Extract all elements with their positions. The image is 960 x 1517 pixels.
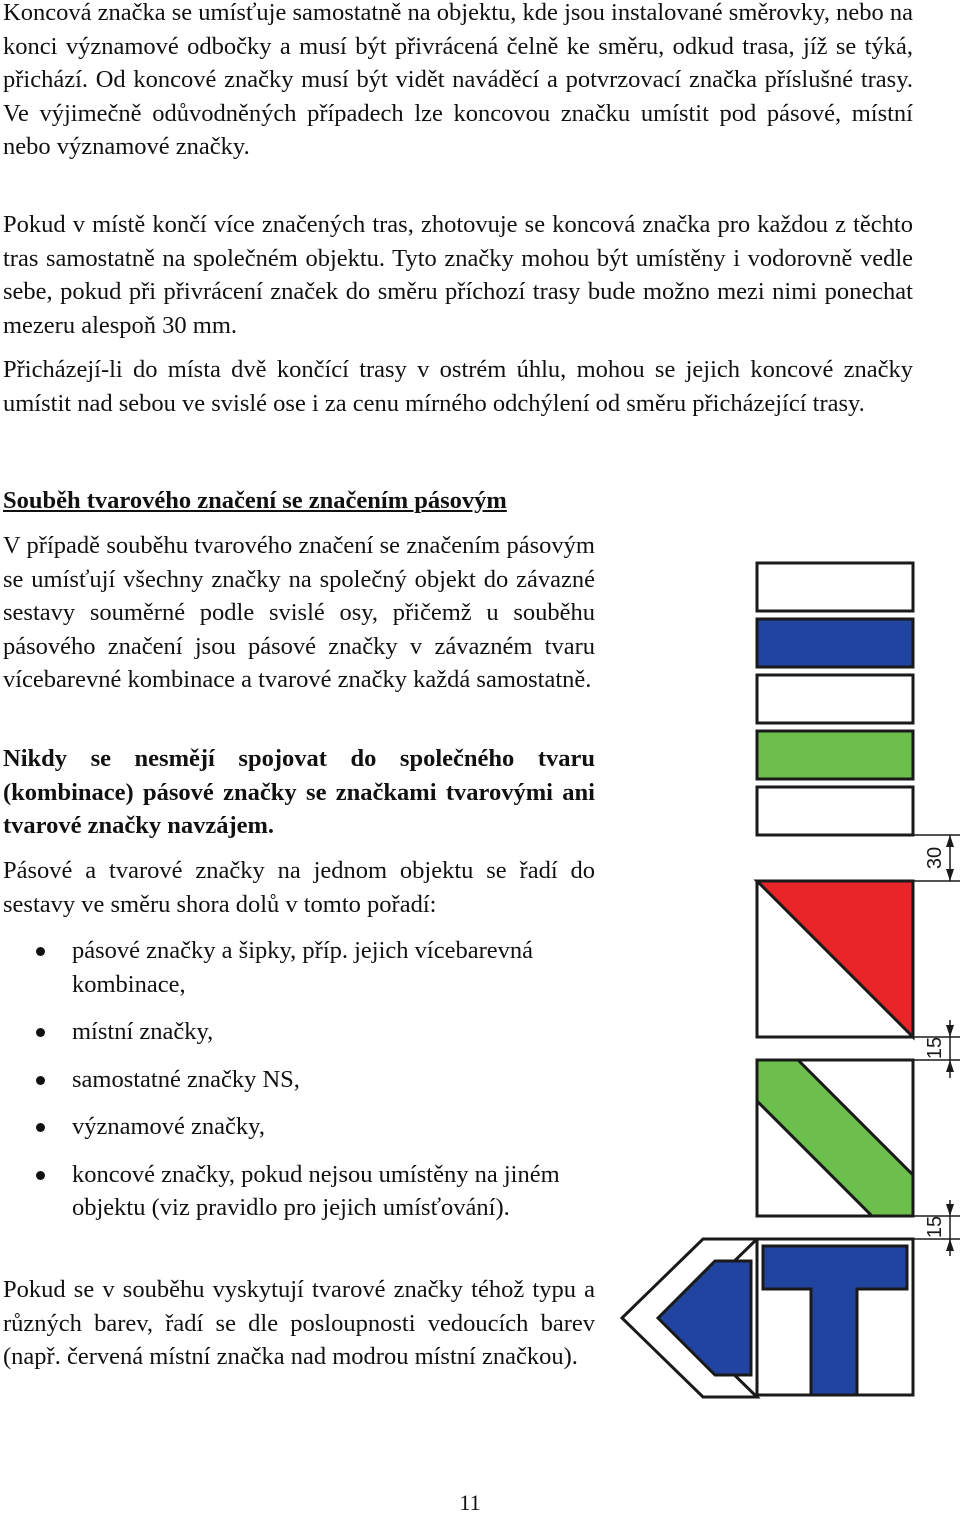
stripe-white-low	[757, 787, 913, 835]
paragraph-acute-angle: Přicházejí-li do místa dvě končící trasy v ostrém úhlu, mohou se jejich koncové značky umístit nad sebou ve svislé ose i za cenu mírného odchýlení od směru přicházející trasy.	[3, 356, 913, 417]
bullet-icon	[36, 1123, 45, 1132]
stripe-marker	[757, 563, 913, 723]
bullet-icon	[36, 1028, 45, 1037]
list-item: místní značky,	[0, 1015, 600, 1049]
list-item: koncové značky, pokud nejsou umístěny na jiném objektu (viz pravidlo pro jejich umísťování).	[0, 1158, 600, 1225]
dimension-label-30: 30	[924, 846, 946, 870]
stripe-marker-green	[757, 731, 913, 835]
bullet-icon	[36, 947, 45, 956]
bullet-icon	[36, 1076, 45, 1085]
stripe-green	[757, 731, 913, 779]
dimension-label-15: 15	[924, 1215, 946, 1239]
stripe-blue	[757, 619, 913, 667]
order-list	[0, 934, 600, 1225]
marker-assembly-figure	[610, 550, 960, 1460]
paragraph-never-combine: Nikdy se nesmějí spojovat do společného tvaru (kombinace) pásové značky se značkami tvarovými ani tvarové značky navzájem.	[3, 745, 595, 839]
stripe-white-bottom	[757, 675, 913, 723]
bullet-icon	[36, 1171, 45, 1180]
list-item: významové značky,	[0, 1110, 600, 1144]
ns-marker-green	[757, 1060, 913, 1216]
paragraph-coincidence: V případě souběhu tvarového značení se značením pásovým se umísťují všechny značky na společný objekt do závazné sestavy souměrné podle svislé osy, přičemž u souběhu pásového značení jsou pásové značky v závazném tvaru vícebarevné kombinace a tvarové značky každá samostatně.	[3, 532, 595, 693]
page-number: 11	[459, 1490, 481, 1515]
local-marker-red	[757, 881, 913, 1037]
section-heading: Souběh tvarového značení se značením pásovým	[3, 487, 507, 514]
significance-marker-blue	[757, 1239, 913, 1395]
list-item: pásové značky a šipky, příp. jejich vícebarevná kombinace,	[0, 934, 600, 1001]
list-item: samostatné značky NS,	[0, 1063, 600, 1097]
dimension-label-15: 15	[924, 1036, 946, 1060]
paragraph-multiple-trails: Pokud v místě končí více značených tras, zhotovuje se koncová značka pro každou z těchto tras samostatně na společném objektu. Tyto značky mohou být umístěny i vodorovně vedle sebe, pokud při přivrácení značek do směru příchozí trasy bude možno mezi nimi ponechat mezeru alespoň 30 mm.	[3, 211, 913, 339]
paragraph-same-type: Pokud se v souběhu vyskytují tvarové značky téhož typu a různých barev, řadí se dle posloupnosti vedoucích barev (např. červená místní značka nad modrou místní značkou).	[3, 1276, 595, 1370]
stripe-white-top	[757, 563, 913, 611]
arrow-marker-blue	[622, 1239, 757, 1397]
paragraph-order-intro: Pásové a tvarové značky na jednom objektu se řadí do sestavy ve směru shora dolů v tomto pořadí:	[3, 857, 595, 918]
paragraph-end-marker: Koncová značka se umísťuje samostatně na objektu, kde jsou instalované směrovky, nebo na konci významové odbočky a musí být přivrácená čelně ke směru, odkud trasa, jíž se týká, přichází. Od koncové značky musí být vidět naváděcí a potvrzovací značka příslušné trasy. Ve výjimečně odůvodněných případech lze koncovou značku umístit pod pásové, místní nebo významové značky.	[3, 0, 913, 160]
